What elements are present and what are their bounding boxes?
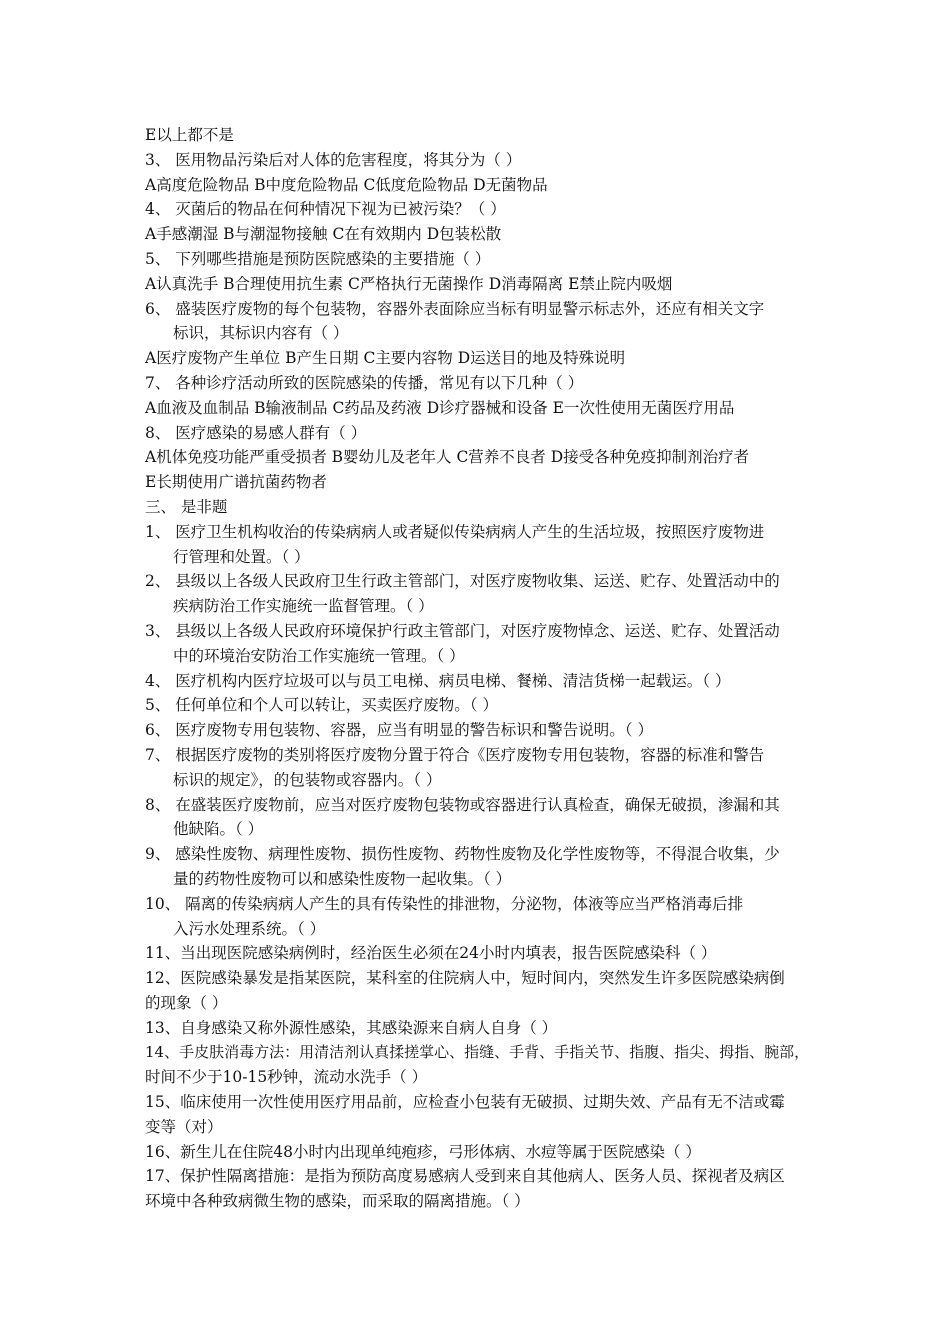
options-8-cont: E长期使用广谱抗菌药物者 bbox=[145, 473, 327, 492]
tf-item-13: 13、自身感染又称外源性感染，其感染源来自病人自身（ ） bbox=[145, 1018, 558, 1037]
tf-item-7-cont: 标识的规定》，的包装物或容器内。（ ） bbox=[173, 770, 442, 789]
question-4: 4、 灭菌后的物品在何种情况下视为已被污染？（ ） bbox=[145, 200, 506, 219]
options-8: A机体免疫功能严重受损者 B婴幼儿及老年人 C营养不良者 D接受各种免疫抑制剂治疗者 bbox=[145, 448, 750, 467]
options-5: A认真洗手 B合理使用抗生素 C严格执行无菌操作 D消毒隔离 E禁止院内吸烟 bbox=[145, 274, 673, 293]
tf-item-10-cont: 入污水处理系统。（ ） bbox=[173, 919, 326, 938]
tf-item-4: 4、 医疗机构内医疗垃圾可以与员工电梯、病员电梯、餐梯、清洁货梯一起载运。（ ） bbox=[145, 671, 731, 690]
question-6: 6、 盛装医疗废物的每个包装物，容器外表面除应当标有明显警示标志外，还应有相关文字 bbox=[145, 299, 765, 318]
tf-item-10: 10、 隔离的传染病病人产生的具有传染性的排泄物，分泌物，体液等应当严格消毒后排 bbox=[145, 894, 744, 913]
question-6-cont: 标识，其标识内容有（ ） bbox=[173, 324, 349, 343]
tf-item-15-cont: 变等（对） bbox=[145, 1117, 223, 1136]
options-7: A血液及血制品 B输液制品 C药品及药液 D诊疗器械和设备 E一次性使用无菌医疗用品 bbox=[145, 398, 735, 417]
tf-item-5: 5、 任何单位和个人可以转让，买卖医疗废物。（ ） bbox=[145, 696, 498, 715]
options-4: A手感潮湿 B与潮湿物接触 C在有效期内 D包装松散 bbox=[145, 225, 502, 244]
tf-item-8: 8、 在盛装医疗废物前，应当对医疗废物包装物或容器进行认真检查，确保无破损，渗漏和其 bbox=[145, 795, 780, 814]
document-body bbox=[145, 123, 815, 1214]
tf-item-12-cont: 的现象（ ） bbox=[145, 993, 228, 1012]
question-7: 7、 各种诊疗活动所致的医院感染的传播，常见有以下几种（ ） bbox=[145, 373, 584, 392]
tf-item-3-cont: 中的环境治安防治工作实施统一管理。（ ） bbox=[173, 646, 465, 665]
tf-item-3: 3、 县级以上各级人民政府环境保护行政主管部门，对医疗废物悼念、运送、贮存、处置活动 bbox=[145, 621, 780, 640]
tf-item-11: 11、当出现医院感染病例时，经治医生必须在24小时内填表，报告医院感染科（ ） bbox=[145, 944, 717, 963]
tf-item-15: 15、临床使用一次性使用医疗用品前，应检查小包装有无破损、过期失效、产品有无不洁或霉 bbox=[145, 1093, 785, 1112]
tf-item-8-cont: 他缺陷。（ ） bbox=[173, 820, 264, 839]
tf-item-2: 2、 县级以上各级人民政府卫生行政主管部门，对医疗废物收集、运送、贮存、处置活动中的 bbox=[145, 572, 780, 591]
tf-item-14-cont: 时间不少于10-15秒钟，流动水洗手（ ） bbox=[145, 1068, 428, 1087]
tf-item-6: 6、 医疗废物专用包装物、容器，应当有明显的警告标识和警告说明。（ ） bbox=[145, 721, 653, 740]
question-3: 3、 医用物品污染后对人体的危害程度，将其分为（ ） bbox=[145, 150, 522, 169]
tf-item-16: 16、新生儿在住院48小时内出现单纯疱疹，弓形体病、水痘等属于医院感染（ ） bbox=[145, 1142, 701, 1161]
tf-item-17: 17、保护性隔离措施：是指为预防高度易感病人受到来自其他病人、医务人员、探视者及病区 bbox=[145, 1167, 785, 1186]
tf-item-1: 1、 医疗卫生机构收治的传染病病人或者疑似传染病病人产生的生活垃圾，按照医疗废物进 bbox=[145, 522, 765, 541]
question-5: 5、 下列哪些措施是预防医院感染的主要措施（ ） bbox=[145, 249, 491, 268]
options-6: A医疗废物产生单位 B产生日期 C主要内容物 D运送目的地及特殊说明 bbox=[145, 349, 626, 368]
tf-item-7: 7、 根据医疗废物的类别将医疗废物分置于符合《医疗废物专用包装物，容器的标准和警告 bbox=[145, 745, 765, 764]
tf-item-9-cont: 量的药物性废物可以和感染性废物一起收集。（ ） bbox=[173, 869, 512, 888]
option-line: E以上都不是 bbox=[145, 126, 234, 144]
tf-item-1-cont: 行管理和处置。（ ） bbox=[173, 547, 310, 566]
tf-item-17-cont: 环境中各种致病微生物的感染，而采取的隔离措施。（ ） bbox=[145, 1192, 530, 1211]
question-8: 8、 医疗感染的易感人群有（ ） bbox=[145, 423, 367, 442]
tf-item-14: 14、手皮肤消毒方法：用清洁剂认真揉搓掌心、指缝、手背、手指关节、指腹、指尖、拇指、腕部， bbox=[145, 1043, 810, 1062]
options-3: A高度危险物品 B中度危险物品 C低度危险物品 D无菌物品 bbox=[145, 175, 548, 194]
tf-item-12: 12、医院感染暴发是指某医院，某科室的住院病人中，短时间内，突然发生许多医院感染病倒 bbox=[145, 969, 785, 988]
tf-item-2-cont: 疾病防治工作实施统一监督管理。（ ） bbox=[173, 597, 434, 616]
section-heading: 三、 是非题 bbox=[145, 497, 228, 516]
tf-item-9: 9、 感染性废物、病理性废物、损伤性废物、药物性废物及化学性废物等，不得混合收集，少 bbox=[145, 845, 780, 864]
